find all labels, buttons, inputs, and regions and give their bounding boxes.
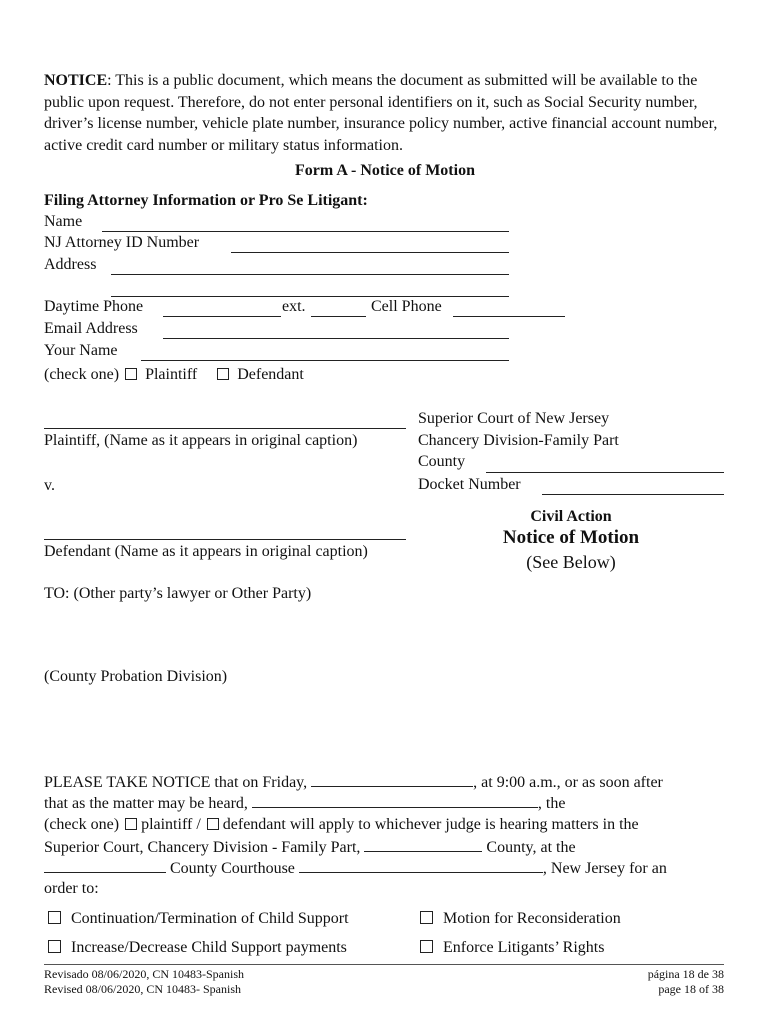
see-below-label: (See Below) <box>526 552 616 572</box>
address-field-line2[interactable] <box>111 296 509 297</box>
option-checkbox[interactable] <box>420 911 433 924</box>
footer-page-spanish: página 18 de 38 <box>647 967 724 981</box>
public-notice <box>44 70 734 156</box>
notice-line-1 <box>44 772 663 792</box>
notice-line2-text-a: that as the matter may be heard, <box>44 795 248 812</box>
plaintiff-checkbox[interactable] <box>125 368 137 380</box>
defendant-caption-label: Defendant (Name as it appears in original caption) <box>44 543 368 560</box>
option-enforce-rights[interactable] <box>420 939 604 957</box>
footer-page-english: page 18 of 38 <box>658 982 724 996</box>
probation-label: (County Probation Division) <box>44 668 228 685</box>
notice-of-motion-title: Notice of Motion <box>502 527 640 548</box>
option-label: Enforce Litigants’ Rights <box>443 939 605 956</box>
address-label: Address <box>44 256 97 273</box>
daytime-phone-label: Daytime Phone <box>44 298 144 315</box>
notice-line-6: order to: <box>44 880 99 897</box>
county-field[interactable] <box>486 472 724 473</box>
docket-field[interactable] <box>542 494 724 495</box>
cell-phone-field[interactable] <box>453 316 565 317</box>
ext-field[interactable] <box>311 316 366 317</box>
notice-line3-text: defendant will apply to whichever judge is hearing matters in the <box>222 816 639 833</box>
hearing-time-field[interactable] <box>252 793 538 808</box>
notice-line2-text-b: , the <box>537 795 566 812</box>
option-child-support-change[interactable] <box>48 939 347 957</box>
option-checkbox[interactable] <box>420 940 433 953</box>
name-label: Name <box>44 213 83 230</box>
civil-action-label: Civil Action <box>530 508 612 525</box>
notice-line4-text-a: Superior Court, Chancery Division - Family Part, <box>44 839 361 856</box>
name-field[interactable] <box>102 231 509 232</box>
notice-line1-text-b: , at 9:00 a.m., or as soon after <box>473 774 663 791</box>
to-label: TO: (Other party’s lawyer or Other Party) <box>44 585 312 602</box>
option-child-support-continuation[interactable] <box>48 910 349 928</box>
defendant-checkbox[interactable] <box>217 368 229 380</box>
notice-line-4 <box>44 837 576 857</box>
defendant-name-field[interactable] <box>44 539 406 540</box>
option-reconsideration[interactable] <box>420 910 621 928</box>
notice-line5-text-b: , New Jersey for an <box>542 860 667 877</box>
footer-revision-spanish: Revisado 08/06/2020, CN 10483-Spanish <box>44 967 244 981</box>
court-division: Chancery Division-Family Part <box>418 432 619 449</box>
notice-line4-text-b: County, at the <box>486 839 576 856</box>
family-part-county-field[interactable] <box>364 837 482 852</box>
docket-label: Docket Number <box>418 476 521 493</box>
attorney-id-label: NJ Attorney ID Number <box>44 234 200 251</box>
option-checkbox[interactable] <box>48 911 61 924</box>
plaintiff-option-label: Plaintiff <box>145 366 198 383</box>
email-label: Email Address <box>44 320 138 337</box>
party-check-row <box>44 366 304 384</box>
friday-date-field[interactable] <box>311 772 473 787</box>
applicant-defendant-checkbox[interactable] <box>207 818 219 830</box>
courthouse-county-field[interactable] <box>44 858 166 873</box>
notice-line-2 <box>44 793 565 813</box>
county-label: County <box>418 453 466 470</box>
versus-label: v. <box>44 477 55 494</box>
notice-line-3 <box>44 816 639 834</box>
court-name: Superior Court of New Jersey <box>418 410 610 427</box>
footer-revision-english: Revised 08/06/2020, CN 10483- Spanish <box>44 982 241 996</box>
address-field-line1[interactable] <box>111 274 509 275</box>
notice-line3-plaintiff: plaintiff / <box>141 816 201 833</box>
your-name-label: Your Name <box>44 342 118 359</box>
cell-phone-label: Cell Phone <box>371 298 442 315</box>
attorney-id-field[interactable] <box>231 252 509 253</box>
courthouse-address-field[interactable] <box>299 858 543 873</box>
option-label: Continuation/Termination of Child Support <box>71 910 349 927</box>
check-one-label: (check one) <box>44 366 120 383</box>
plaintiff-name-field[interactable] <box>44 428 406 429</box>
option-label: Increase/Decrease Child Support payments <box>71 939 347 956</box>
daytime-phone-field[interactable] <box>163 316 281 317</box>
plaintiff-caption-label: Plaintiff, (Name as it appears in original caption) <box>44 432 358 449</box>
option-checkbox[interactable] <box>48 940 61 953</box>
notice-line5-text-a: County Courthouse <box>170 860 295 877</box>
defendant-option-label: Defendant <box>237 366 304 383</box>
email-field[interactable] <box>163 338 509 339</box>
notice-line-5 <box>44 858 667 878</box>
notice-line1-text-a: PLEASE TAKE NOTICE that on Friday, <box>44 774 308 791</box>
option-label: Motion for Reconsideration <box>443 910 621 927</box>
notice-text: : This is a public document, which means the document as submitted will be available to the public upon request. Therefore, do not enter personal identifiers on it, such as Social Security number, driver’s license number, vehicle plate number, insurance policy number, active financial account number, active credit card number or military status information. <box>44 72 718 154</box>
ext-label: ext. <box>282 298 306 315</box>
applicant-plaintiff-checkbox[interactable] <box>125 818 137 830</box>
your-name-field[interactable] <box>141 360 509 361</box>
footer-divider <box>44 964 724 965</box>
form-title: Form A - Notice of Motion <box>295 162 475 179</box>
notice-line3-check-label: (check one) <box>44 816 120 833</box>
filing-heading: Filing Attorney Information or Pro Se Litigant: <box>44 192 368 209</box>
notice-label: NOTICE <box>44 72 108 89</box>
